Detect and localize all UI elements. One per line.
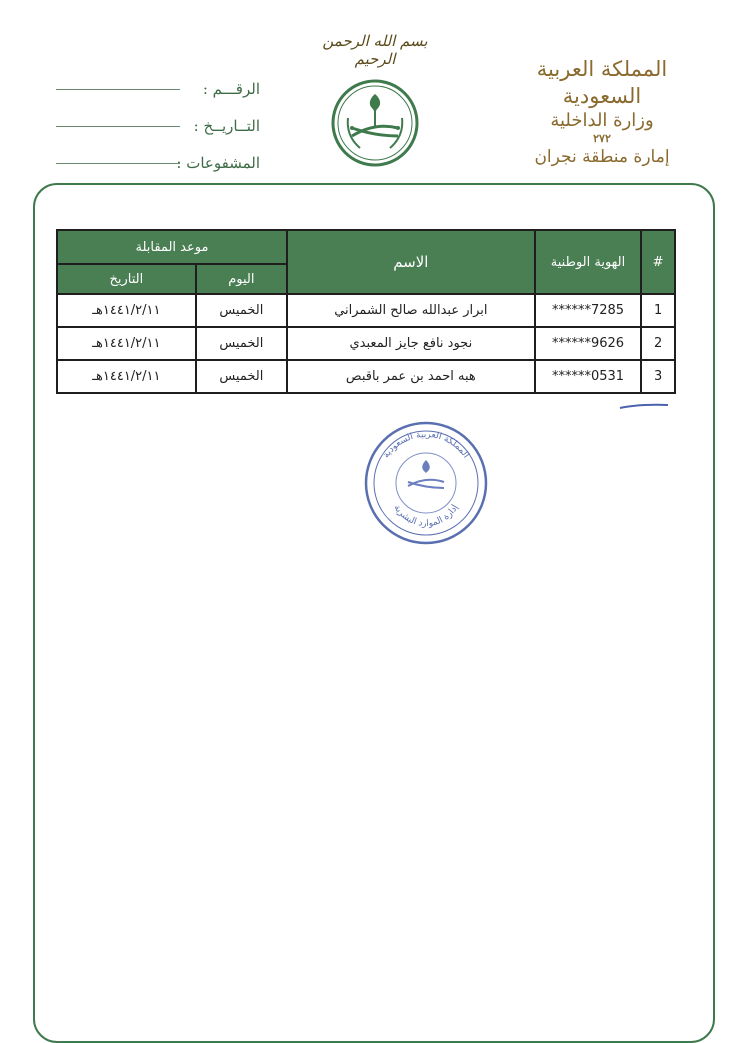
- header-day: اليوم: [196, 264, 287, 294]
- header-interview: موعد المقابلة: [57, 230, 287, 264]
- cell-date: ١٤٤١/٢/١١هـ: [57, 327, 196, 360]
- ref-date-row: [50, 107, 260, 144]
- svg-text:المملكة العربية السعودية: [381, 430, 470, 460]
- stamp-outer-text: المملكة العربية السعودية: [381, 429, 471, 461]
- ref-date-label: التــاريــخ :: [193, 116, 260, 135]
- letter-code: ٢٧٢: [593, 132, 611, 145]
- cell-name: نجود نافع جايز المعبدي: [287, 327, 535, 360]
- table-row: [57, 360, 675, 393]
- cell-number: 2: [641, 327, 675, 360]
- header-date: التاريخ: [57, 264, 196, 294]
- cell-number: 1: [641, 294, 675, 327]
- cell-name: ابرار عبدالله صالح الشمراني: [287, 294, 535, 327]
- table-row: [57, 327, 675, 360]
- saudi-emblem-icon: [330, 78, 420, 168]
- ref-attachments-row: [50, 144, 260, 181]
- cell-national-id: ******0531: [535, 360, 642, 393]
- cell-number: 3: [641, 360, 675, 393]
- cell-date: ١٤٤١/٢/١١هـ: [57, 360, 196, 393]
- interview-table: [56, 229, 676, 394]
- ref-attachments-line: [56, 162, 180, 164]
- ref-date-line: [56, 125, 180, 127]
- header-name: الاسم: [287, 230, 535, 294]
- cell-national-id: ******9626: [535, 327, 642, 360]
- table-row: [57, 294, 675, 327]
- cell-day: الخميس: [196, 294, 287, 327]
- directorate-name: إمارة منطقة نجران: [534, 147, 670, 167]
- signature-mark: [618, 400, 670, 412]
- cell-day: الخميس: [196, 327, 287, 360]
- kingdom-name: المملكة العربية السعودية: [536, 57, 668, 108]
- header-national-id: الهوية الوطنية: [535, 230, 642, 294]
- ref-number-label: الرقـــم :: [202, 79, 260, 98]
- ministry-name: وزارة الداخلية: [550, 110, 654, 131]
- basmala: بسم الله الرحمن الرحيم: [322, 32, 428, 68]
- stamp-inner-text: إدارة الموارد البشرية: [391, 503, 461, 530]
- ref-attachments-label: المشفوعات :: [176, 153, 260, 172]
- ref-number-line: [56, 88, 180, 90]
- cell-day: الخميس: [196, 360, 287, 393]
- ref-number-row: [50, 70, 260, 107]
- official-stamp: [362, 420, 490, 546]
- reference-fields: [50, 70, 260, 181]
- cell-national-id: ******7285: [535, 294, 642, 327]
- letterhead: [502, 56, 702, 169]
- cell-name: هبه احمد بن عمر باقبص: [287, 360, 535, 393]
- svg-text:إدارة الموارد البشرية: [391, 503, 460, 529]
- cell-date: ١٤٤١/٢/١١هـ: [57, 294, 196, 327]
- header-number: #: [641, 230, 675, 294]
